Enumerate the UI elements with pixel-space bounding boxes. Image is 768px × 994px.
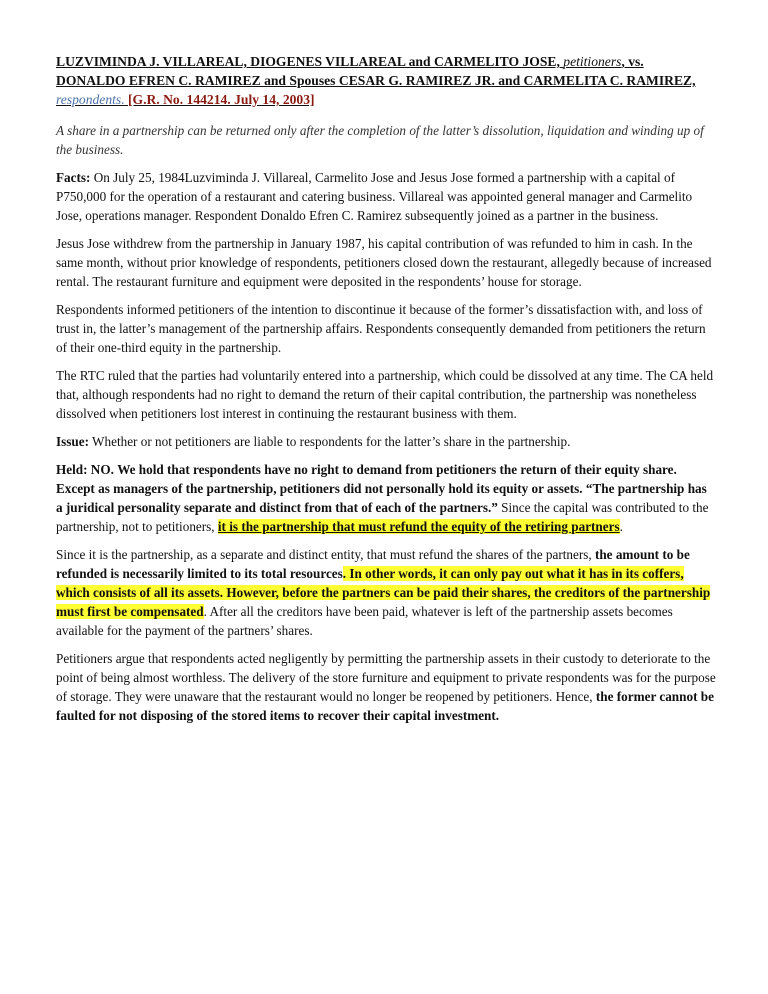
case-petitioners: LUZVIMINDA J. VILLAREAL, DIOGENES VILLAREAL and CARMELITO JOSE,: [56, 54, 560, 69]
held-p3-text-a: Petitioners argue that respondents acted negligently by permitting the partnership assets in their custody to deteriorate to the point of being almost worthless. The delivery of the store furniture and equipment to private respondents was for the purpose of storage. They were unaware that the restaurant would no longer be reopened by petitioners. Hence,: [56, 651, 716, 704]
facts-paragraph-4: The RTC ruled that the parties had voluntarily entered into a partnership, which could be dissolved at any time. The CA held that, although respondents had no right to demand the return of their capital contribution, the partnership was nonetheless dissolved when petitioners lost interest in continuing the restaurant business with them.: [56, 368, 714, 421]
held-text-b: Except as managers of the partnership, petitioners did not personally hold its equity or assets.: [56, 481, 583, 496]
held-p2-text-a: Since it is the partnership, as a separate and distinct entity, that must refund the shares of the partners,: [56, 547, 592, 562]
facts-text-1: On July 25, 1984Luzviminda J. Villareal, Carmelito Jose and Jesus Jose formed a partnership with a capital of P750,000 for the operation of a restaurant and catering business. Villareal was appointed general manager and Carmelito Jose, operations manager. Respondent Donaldo Efren C. Ramirez subsequently joined as a partner in the business.: [56, 170, 693, 223]
held-highlight-2: . In other words, it can only pay out what it has in its coffers, which consists of all its assets. However, before the partners can be paid their shares, the creditors of the partnership must first be compensated: [56, 566, 711, 619]
respondents-label: respondents.: [56, 92, 125, 107]
held-text-end: .: [619, 519, 623, 534]
issue-label: Issue:: [56, 434, 89, 449]
held-text-d: Since the capital was contributed to the partnership, not to petitioners,: [56, 500, 709, 534]
facts-label: Facts:: [56, 170, 91, 185]
facts-paragraph-3: Respondents informed petitioners of the intention to discontinue it because of the former’s dissatisfaction with, and loss of trust in, the latter’s management of the partnership affairs. Respondents consequently demanded from petitioners the return of their one-third equity in the partnership.: [56, 302, 706, 355]
case-title: [56, 52, 716, 109]
held-p2-text-b: the amount to be refunded is necessarily limited to its total resources: [56, 547, 690, 581]
issue-text: Whether or not petitioners are liable to respondents for the latter’s share in the partnership.: [92, 434, 571, 449]
held-paragraph-3: [56, 649, 716, 725]
petitioners-label: petitioners: [563, 54, 622, 69]
held-text-a: We hold that respondents have no right to demand from petitioners the return of their equity share.: [117, 462, 677, 477]
issue-paragraph: [56, 432, 716, 451]
held-highlight-1: it is the partnership that must refund the equity of the retiring partners: [217, 519, 620, 534]
held-label: Held: NO.: [56, 462, 114, 477]
doctrine: A share in a partnership can be returned only after the completion of the latter’s dissolution, liquidation and winding up of the business.: [56, 123, 704, 157]
facts-paragraph-2: Jesus Jose withdrew from the partnership in January 1987, his capital contribution of was refunded to him in cash. In the same month, without prior knowledge of respondents, petitioners closed down the restaurant, allegedly because of increased rental. The restaurant furniture and equipment were deposited in the respondents’ house for storage.: [56, 236, 712, 289]
held-paragraph-1: [56, 460, 716, 536]
held-p2-text-c: . After all the creditors have been paid, whatever is left of the partnership assets becomes available for the payment of the partners’ shares.: [56, 604, 673, 638]
held-p3-text-b: the former cannot be faulted for not disposing of the stored items to recover their capital investment.: [56, 689, 714, 723]
case-respondents: , vs. DONALDO EFREN C. RAMIREZ and Spouses CESAR G. RAMIREZ JR. and CARMELITA C. RAMIREZ,: [56, 54, 696, 88]
case-gr-number: [G.R. No. 144214. July 14, 2003]: [128, 92, 315, 107]
held-paragraph-2: [56, 545, 716, 640]
document-body: [56, 52, 716, 734]
held-text-c: “The partnership has a juridical personality separate and distinct from that of each of the partners.”: [56, 481, 707, 515]
facts-paragraph-1: [56, 168, 716, 225]
